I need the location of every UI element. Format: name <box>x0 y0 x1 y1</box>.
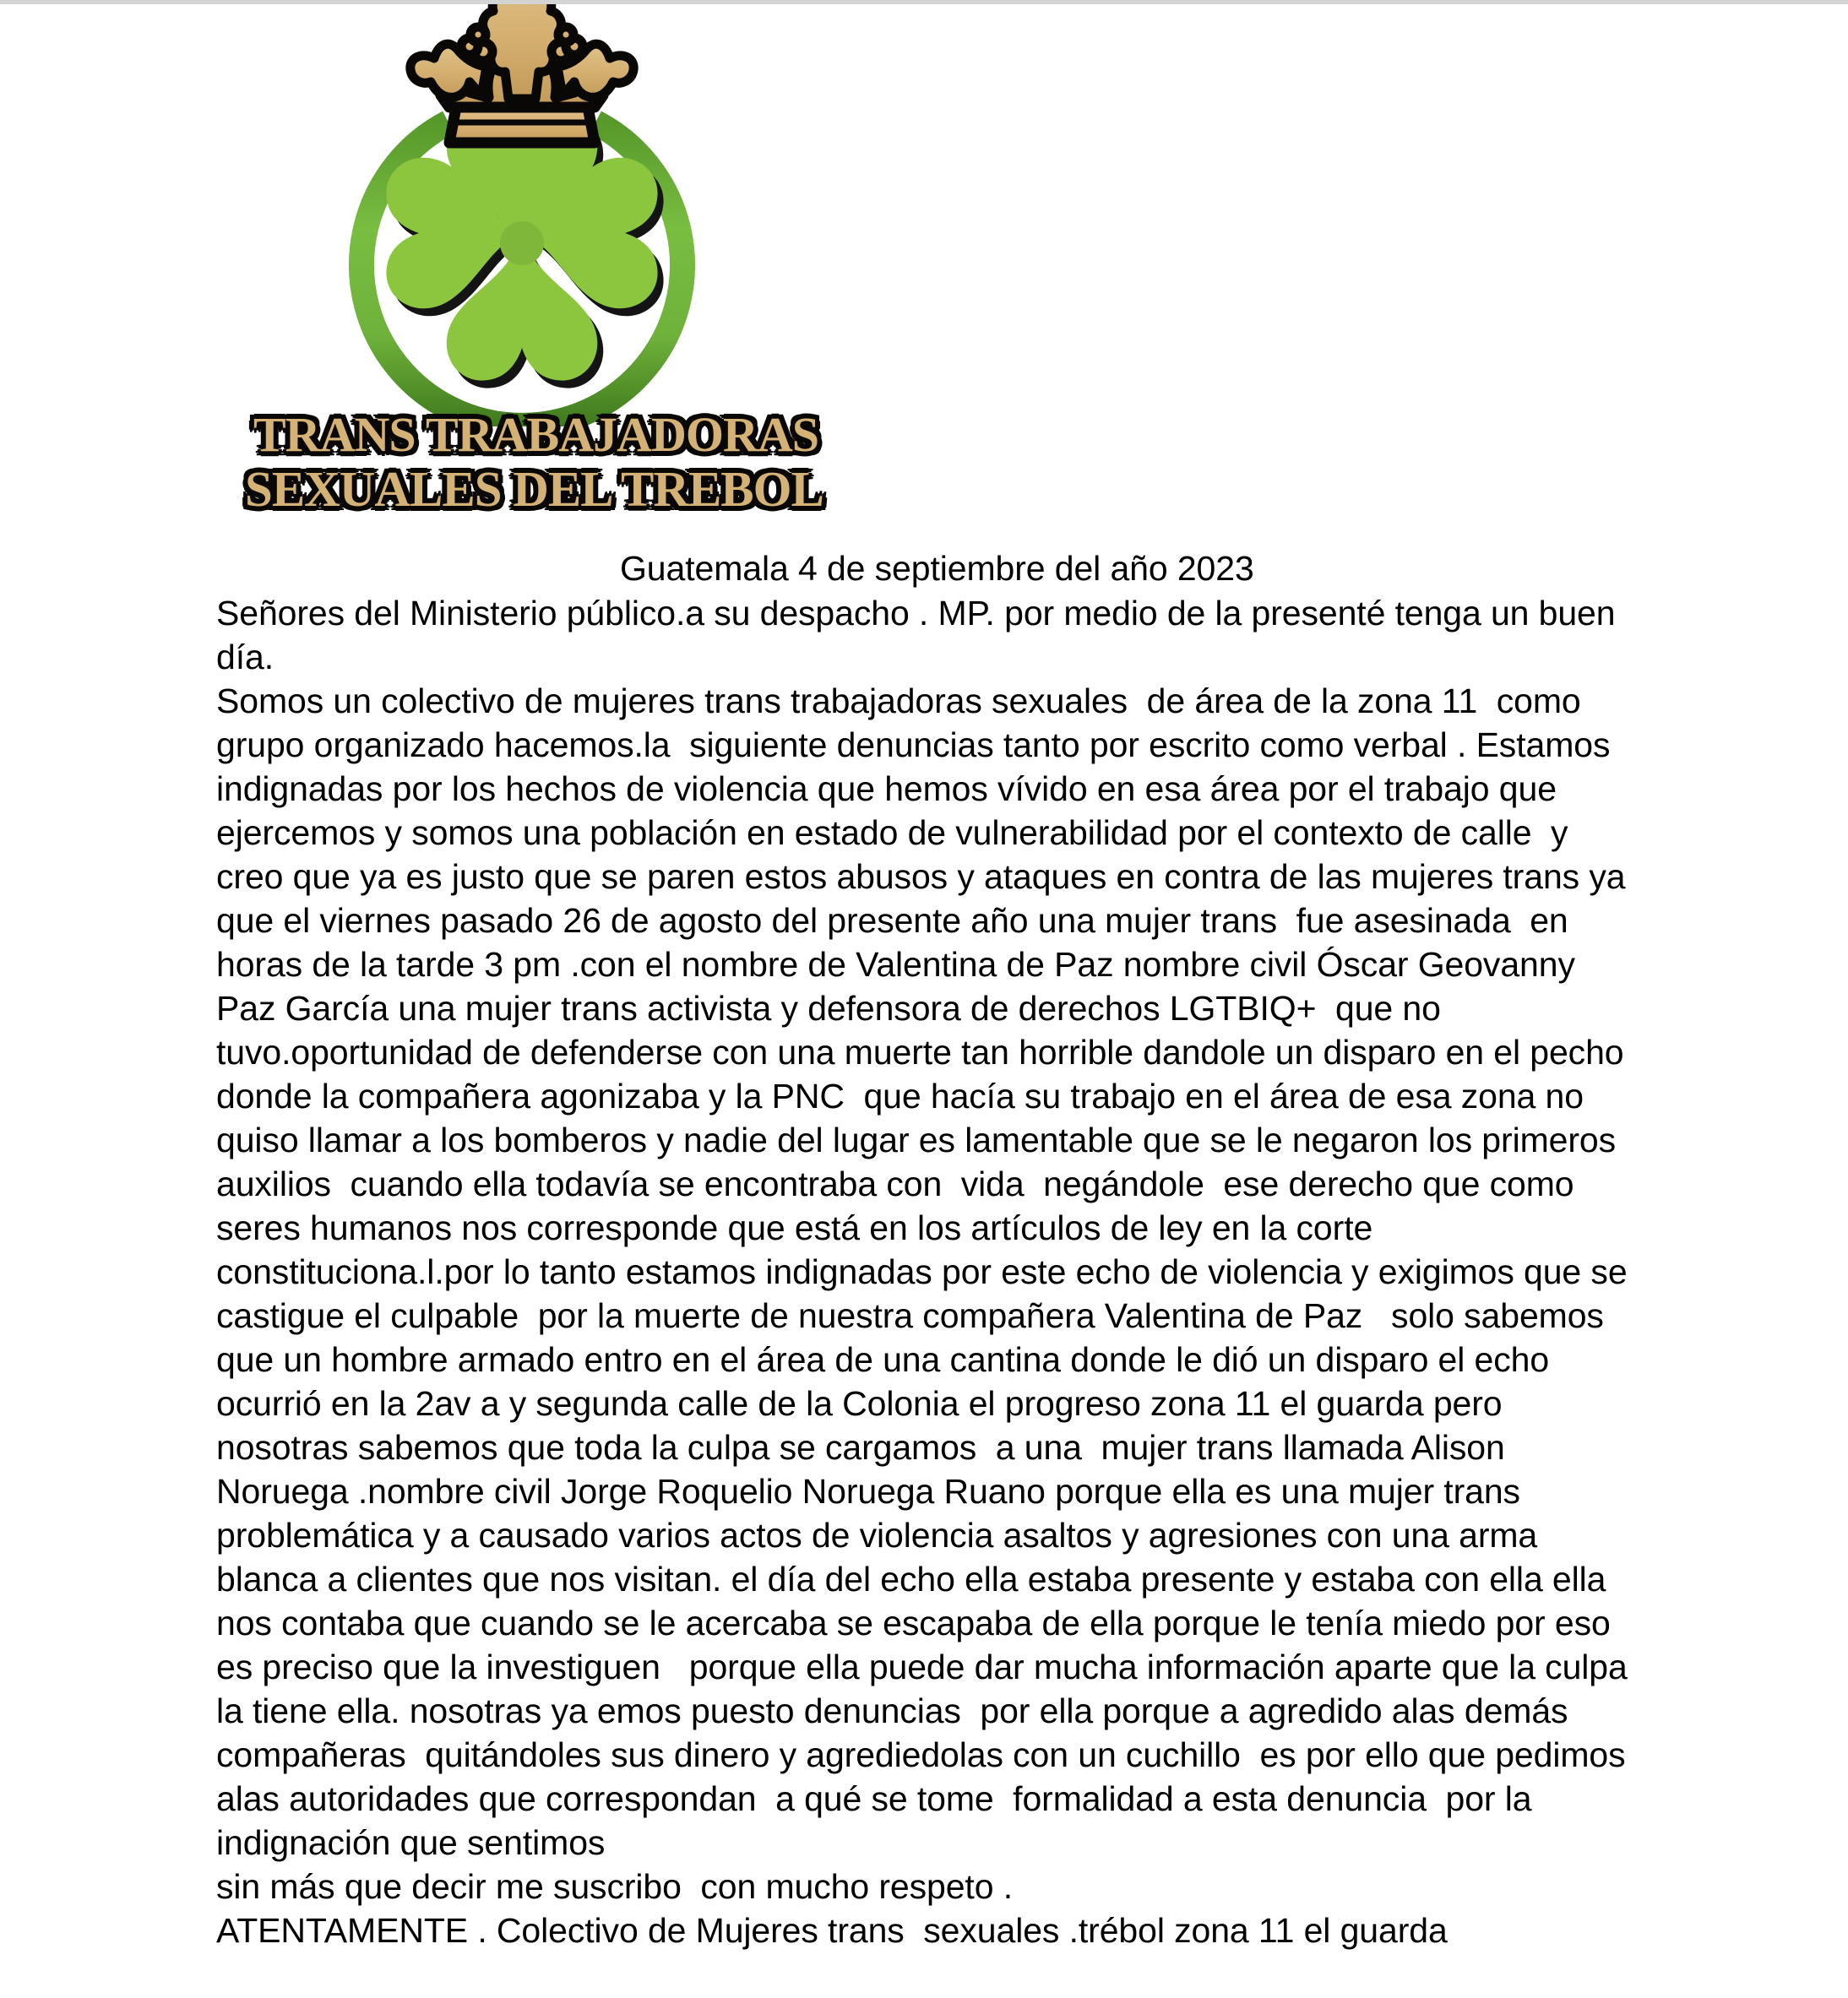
letter-datestamp: Guatemala 4 de septiembre del año 2023 <box>620 549 1254 588</box>
letter-line: grupo organizado hacemos.la siguiente denuncias tanto por escrito como verbal . Estamos <box>216 725 1611 764</box>
letter-line: nos contaba que cuando se le acercaba se escapaba de ella porque le tenía miedo por eso <box>216 1604 1611 1642</box>
letter-line: ocurrió en la 2av a y segunda calle de la Colonia el progreso zona 11 el guarda pero <box>216 1384 1503 1423</box>
letter-line: donde la compañera agonizaba y la PNC que hacía su trabajo en el área de esa zona no <box>216 1077 1584 1116</box>
letter-line: alas autoridades que correspondan a qué se tome formalidad a esta denuncia por la <box>216 1779 1532 1818</box>
letter-line: Noruega .nombre civil Jorge Roquelio Noruega Ruano porque ella es una mujer trans <box>216 1472 1520 1511</box>
logo-wordmark-line-1: TRANS TRABAJADORAS <box>253 407 818 462</box>
letter-closing-signoff: sin más que decir me suscribo con mucho respeto . <box>216 1867 1013 1906</box>
logo-svg <box>235 4 809 426</box>
logo-wordmark-line-2: SEXUALES DEL TREBOL <box>245 461 823 517</box>
letter-line: Paz García una mujer trans activista y defensora de derechos LGTBIQ+ que no <box>216 989 1441 1028</box>
logo-emblem <box>235 4 809 426</box>
letter-line: indignadas por los hechos de violencia que hemos vívido en esa área por el trabajo que <box>216 769 1557 808</box>
letter-line: día. <box>216 638 274 676</box>
letter-line: horas de la tarde 3 pm .con el nombre de Valentina de Paz nombre civil Óscar Geovanny <box>216 945 1575 984</box>
letter-line: tuvo.oportunidad de defenderse con una muerte tan horrible dandole un disparo en el pecho <box>216 1033 1624 1072</box>
letter-line: es preciso que la investiguen porque ella puede dar mucha información aparte que la culpa <box>216 1648 1628 1686</box>
letter-line: quiso llamar a los bomberos y nadie del lugar es lamentable que se le negaron los primeros <box>216 1121 1616 1159</box>
logo-wordmark <box>242 407 823 535</box>
letter-line: la tiene ella. nosotras ya emos puesto denuncias por ella porque a agredido alas demás <box>216 1691 1568 1730</box>
letter-line: compañeras quitándoles sus dinero y agrediedolas con un cuchillo es por ello que pedimos <box>216 1735 1626 1774</box>
letter-line: Somos un colectivo de mujeres trans trabajadoras sexuales de área de la zona 11 como <box>216 681 1581 720</box>
letter-line: problemática y a causado varios actos de violencia asaltos y agresiones con una arma <box>216 1516 1538 1555</box>
letter-line: Señores del Ministerio público.a su despacho . MP. por medio de la presenté tenga un buen <box>216 594 1616 633</box>
letter-line: castigue el culpable por la muerte de nuestra compañera Valentina de Paz solo sabemos <box>216 1296 1604 1335</box>
letter-line: seres humanos nos corresponde que está en los artículos de ley en la corte <box>216 1208 1373 1247</box>
letter-line: que el viernes pasado 26 de agosto del presente año una mujer trans fue asesinada en <box>216 901 1568 940</box>
letter-signature: ATENTAMENTE . Colectivo de Mujeres trans sexuales .trébol zona 11 el guarda <box>216 1911 1448 1950</box>
letter-line: nosotras sabemos que toda la culpa se cargamos a una mujer trans llamada Alison <box>216 1428 1505 1467</box>
letter-line: blanca a clientes que nos visitan. el día del echo ella estaba presente y estaba con ella ella <box>216 1560 1606 1599</box>
letter-line: indignación que sentimos <box>216 1823 606 1862</box>
letterhead-logo <box>235 4 823 536</box>
letter-line: creo que ya es justo que se paren estos abusos y ataques en contra de las mujeres trans ya <box>216 857 1626 896</box>
letter-body <box>216 546 1635 1952</box>
letter-line: constituciona.l.por lo tanto estamos indignadas por este echo de violencia y exigimos que se <box>216 1252 1628 1291</box>
letter-line: que un hombre armado entro en el área de una cantina donde le dió un disparo el echo <box>216 1340 1550 1379</box>
letter-line: ejercemos y somos una población en estado de vulnerabilidad por el contexto de calle y <box>216 813 1568 852</box>
letter-line: auxilios cuando ella todavía se encontraba con vida negándole ese derecho que como <box>216 1165 1574 1203</box>
